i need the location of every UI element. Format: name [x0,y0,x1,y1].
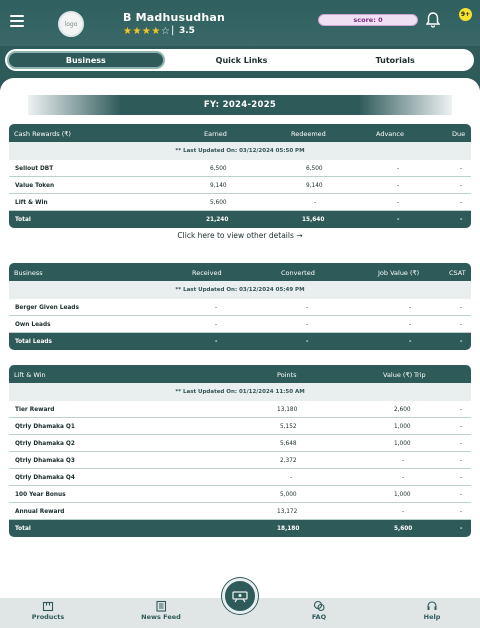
col-header: Converted [281,269,315,277]
cell: - [215,339,218,345]
rating-value: 3.5 [179,26,195,36]
tab-tutorials[interactable]: Tutorials [375,55,415,65]
cell: - [290,475,293,481]
home-fab-button[interactable] [222,578,258,614]
table-header [9,365,471,383]
cell: - [460,339,463,345]
cell: 5,000 [280,492,297,498]
cell: - [460,183,463,189]
cell: 1,000 [394,441,411,447]
nav-label: Help [423,613,441,621]
cell: - [460,458,463,464]
row-label: Total [15,217,31,223]
col-header: Redeemed [291,130,326,138]
cell: - [306,305,309,311]
col-header: Points [277,371,297,379]
nav-faq[interactable] [289,600,349,621]
table-header [9,263,471,281]
table-row [9,469,471,486]
row-label: Total Leads [15,339,52,345]
table-row [9,194,471,211]
cell: - [397,166,400,172]
tab-bar [5,49,474,71]
fiscal-year-banner: FY: 2024-2025 [28,95,452,115]
cell: 9,140 [306,183,323,189]
col-header: Job Value (₹) [378,269,420,277]
score-badge[interactable]: score: 0 [318,14,418,26]
table-row [9,435,471,452]
cell: - [460,407,463,413]
star-empty-icon: ☆ [160,26,171,37]
row-label: Own Leads [15,322,51,328]
table-row [9,316,471,333]
cell: - [460,217,463,223]
cell: 9,140 [210,183,227,189]
col-header: Business [14,269,43,277]
cell: 5,600 [210,200,227,206]
cell: - [460,441,463,447]
col-header: Earned [204,130,227,138]
bell-icon[interactable] [426,12,440,28]
row-label: Tier Reward [15,407,55,413]
cell: - [402,475,405,481]
logo-text: logo [64,20,78,28]
cell: - [409,339,412,345]
col-header: Received [192,269,222,277]
cell: 15,640 [302,217,325,223]
cell: - [460,475,463,481]
cell: 2,600 [394,407,411,413]
col-header: Due [452,130,466,138]
last-updated-note: ** Last Updated On: 03/12/2024 05:50 PM [9,142,471,160]
last-updated-note: ** Last Updated On: 01/12/2024 11:50 AM [9,383,471,401]
view-other-details-link[interactable]: Click here to view other details → [177,231,303,240]
cell: - [215,305,218,311]
col-header: Cash Rewards (₹) [14,130,71,138]
row-label: Qtrly Dhamaka Q3 [15,458,75,464]
cell: 1,000 [394,492,411,498]
row-label: Berger Given Leads [15,305,79,311]
cell: 6,500 [210,166,227,172]
cell: - [409,322,412,328]
row-label: 100 Year Bonus [15,492,66,498]
table-row [9,418,471,435]
notification-badge: 9+ [459,8,472,21]
col-header: Value (₹) [383,371,413,379]
cell: - [402,509,405,515]
cell: 13,180 [277,407,298,413]
cell: 2,372 [280,458,297,464]
cell: - [460,492,463,498]
tab-business[interactable]: Business [7,51,165,69]
leads-table [9,263,471,350]
cell: - [460,322,463,328]
col-header: Advance [376,130,404,138]
home-icon [231,589,249,603]
nav-help[interactable] [402,600,462,621]
table-row [9,177,471,194]
cell: 5,600 [394,526,413,532]
nav-products[interactable] [18,600,78,621]
cell: 13,172 [277,509,298,515]
app-header [0,0,480,46]
cell: - [397,217,400,223]
cell: 5,648 [280,441,297,447]
row-label: Value Token [15,183,55,189]
cell: 5,152 [280,424,297,430]
table-total-row [9,520,471,537]
cell: - [460,526,463,532]
box-icon [42,600,54,612]
lift-and-win-table [9,365,471,537]
col-header: Lift & Win [14,371,46,379]
cell: - [306,339,309,345]
nav-label: News Feed [141,613,181,621]
cell: - [306,322,309,328]
nav-label: FAQ [311,613,327,621]
cash-rewards-table [9,124,471,228]
cell: - [409,305,412,311]
cell: - [460,509,463,515]
nav-label: Products [31,613,65,621]
cell: - [215,322,218,328]
cell: - [460,166,463,172]
table-row [9,503,471,520]
chat-bubbles-icon [313,600,325,612]
user-name: B Madhusudhan [123,11,226,24]
row-label: Lift & Win [15,200,48,206]
cell: 21,240 [206,217,229,223]
cell: - [314,200,317,206]
avatar-logo[interactable] [58,11,84,37]
table-row [9,486,471,503]
row-label: Annual Reward [15,509,65,515]
last-updated-note: ** Last Updated On: 03/12/2024 05:49 PM [9,281,471,299]
table-total-row [9,333,471,350]
row-label: Qtrly Dhamaka Q2 [15,441,75,447]
table-row [9,299,471,316]
main-panel [0,78,480,598]
nav-news-feed[interactable] [131,600,191,621]
row-label: Sellout DBT [15,166,54,172]
cell: - [397,200,400,206]
newspaper-icon [155,600,167,612]
cell: - [397,183,400,189]
table-header [9,124,471,142]
hamburger-menu-icon[interactable] [10,15,24,27]
rating-stars-icon [123,26,170,37]
col-header: CSAT [449,269,466,277]
row-label: Qtrly Dhamaka Q4 [15,475,75,481]
table-total-row [9,211,471,228]
tab-quick-links[interactable]: Quick Links [215,55,268,65]
star-filled-icon: ★★★★ [123,26,161,37]
row-label: Qtrly Dhamaka Q1 [15,424,75,430]
rating-separator: | [171,25,175,36]
table-row [9,452,471,469]
cell: - [402,458,405,464]
cell: - [460,305,463,311]
col-header: Trip [414,371,426,379]
row-label: Total [15,526,31,532]
headset-icon [426,600,438,612]
cell: 1,000 [394,424,411,430]
table-row [9,160,471,177]
table-row [9,401,471,418]
cell: - [460,424,463,430]
cell: 6,500 [306,166,323,172]
cell: 18,180 [277,526,300,532]
cell: - [460,200,463,206]
